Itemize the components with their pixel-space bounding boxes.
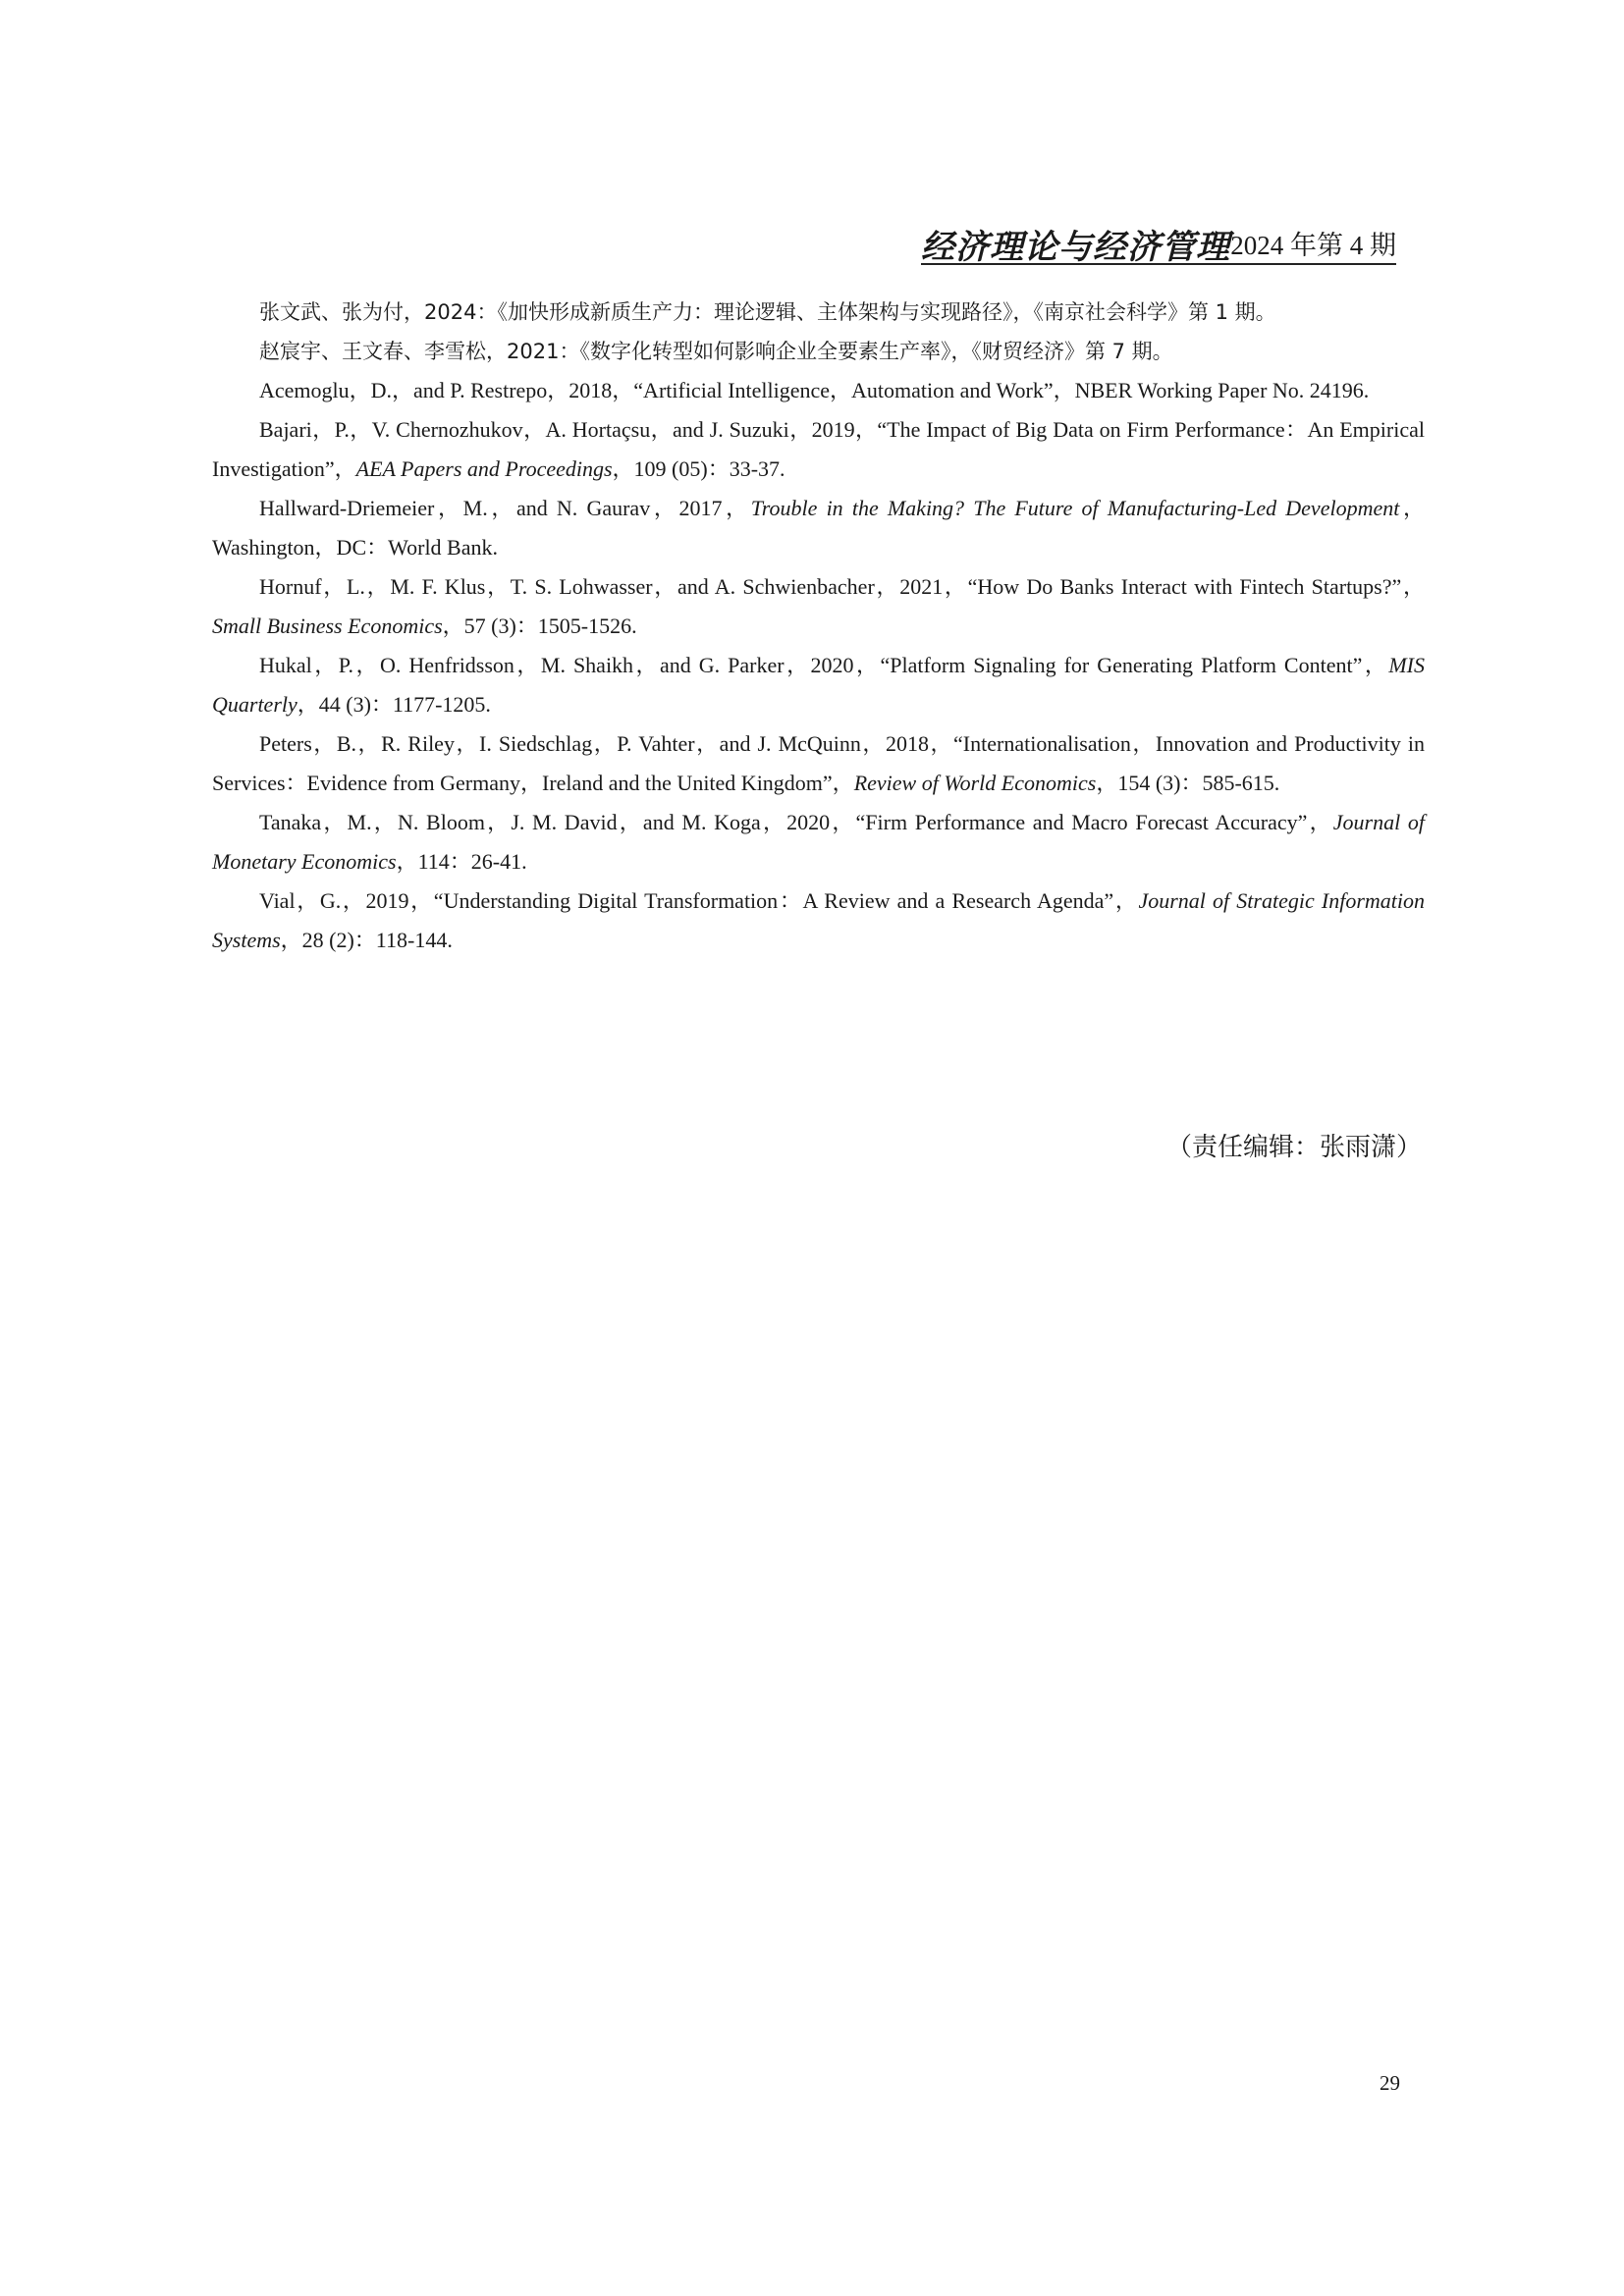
journal-title: Journal of Strategic Information Systems	[212, 888, 1425, 952]
journal-title: Small Business Economics	[212, 614, 443, 638]
running-header	[921, 218, 1396, 265]
page-number: 29	[1380, 2071, 1400, 2095]
journal-title: AEA Papers and Proceedings	[355, 456, 613, 481]
book-title: Trouble in the Making? The Future of Manufacturing-Led Development	[750, 496, 1400, 520]
reference-item: Hallward-Driemeier，M.，and N. Gaurav，2017，Trouble in the Making? The Future of Manufacturing-Led Development，Washington，DC：World Bank.	[212, 496, 1425, 560]
journal-title: Journal of Monetary Economics	[212, 810, 1425, 874]
reference-item: Tanaka，M.，N. Bloom，J. M. David，and M. Koga，2020，“Firm Performance and Macro Forecast Accuracy”，Journal of Monetary Economics，114：26-41.	[212, 810, 1425, 874]
journal-name: 经济理论与经济管理	[921, 228, 1230, 267]
reference-item: Vial，G.，2019，“Understanding Digital Transformation：A Review and a Research Agenda”，Journal of Strategic Information Systems，28 (2)：118-144.	[212, 888, 1425, 952]
reference-list	[212, 293, 1425, 960]
reference-item: Bajari，P.，V. Chernozhukov，A. Hortaçsu，and J. Suzuki，2019，“The Impact of Big Data on Firm Performance：An Empirical Investigation”，AEA Papers and Proceedings，109 (05)：33-37.	[212, 417, 1425, 481]
reference-item: 张文武、张为付，2024：《加快形成新质生产力：理论逻辑、主体架构与实现路径》，《南京社会科学》第 1 期。	[259, 300, 1276, 324]
editor-note: （责任编辑：张雨潇）	[1165, 1133, 1422, 1162]
journal-title: MIS Quarterly	[212, 653, 1425, 717]
reference-item: 赵宸宇、王文春、李雪松，2021：《数字化转型如何影响企业全要素生产率》，《财贸经济》第 7 期。	[259, 340, 1173, 363]
reference-item: Hukal，P.，O. Henfridsson，M. Shaikh，and G. Parker，2020，“Platform Signaling for Generating Platform Content”，MIS Quarterly，44 (3)：1177-1205.	[212, 653, 1425, 717]
issue-label: 2024 年第 4 期	[1230, 231, 1396, 260]
reference-item: Hornuf，L.，M. F. Klus，T. S. Lohwasser，and A. Schwienbacher，2021，“How Do Banks Interact with Fintech Startups?”，Small Business Economics，57 (3)：1505-1526.	[212, 574, 1425, 638]
journal-title: Review of World Economics	[853, 771, 1097, 795]
reference-item: Acemoglu，D.，and P. Restrepo，2018，“Artificial Intelligence，Automation and Work”，NBER Working Paper No. 24196.	[259, 378, 1370, 402]
reference-item: Peters，B.，R. Riley，I. Siedschlag，P. Vahter，and J. McQuinn，2018，“Internationalisation，Innovation and Productivity in Services：Evidence from Germany，Ireland and the United Kingdom”，Review of World Economics，154 (3)：585-615.	[212, 731, 1425, 795]
